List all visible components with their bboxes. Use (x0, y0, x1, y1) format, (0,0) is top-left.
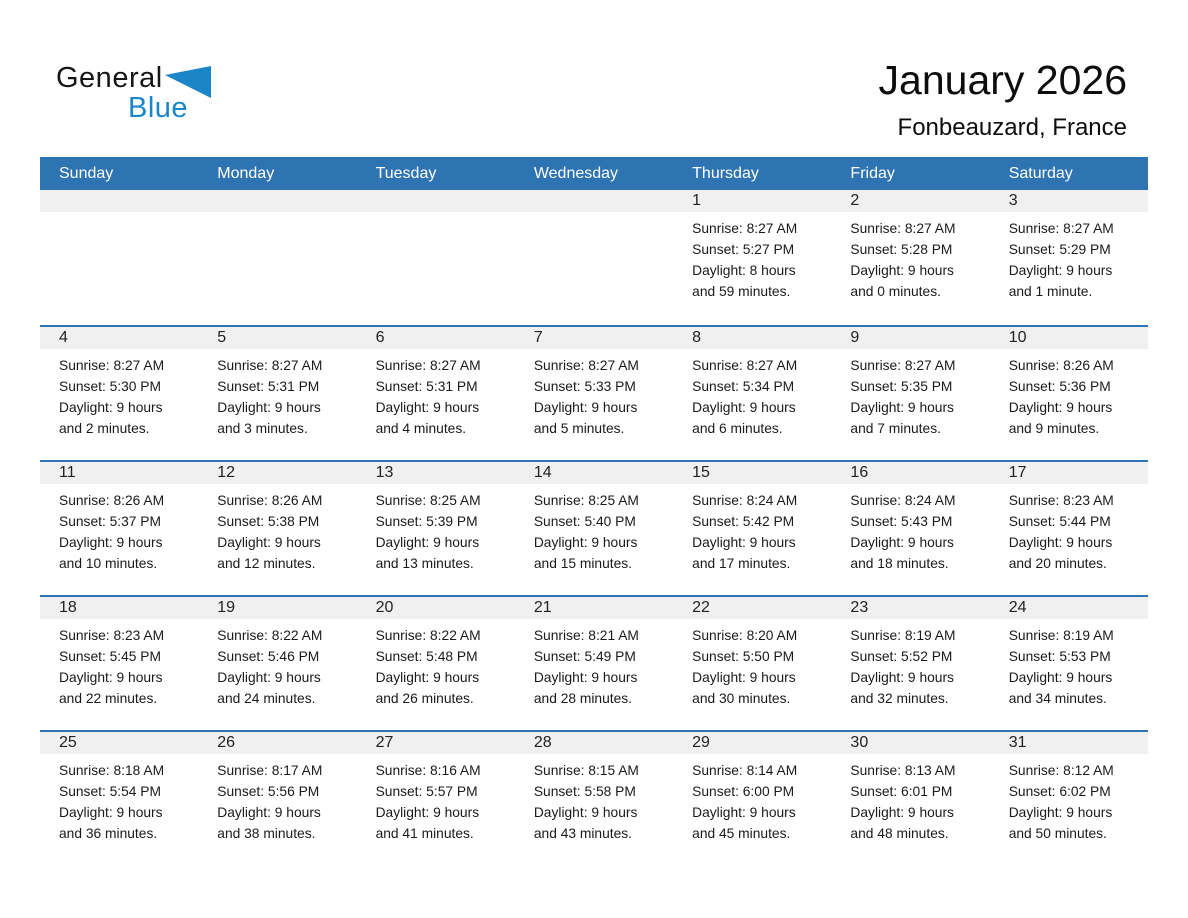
daylight-text-line1: Daylight: 8 hours (692, 263, 796, 278)
sunset-text: Sunset: 5:54 PM (59, 784, 162, 799)
day-details (990, 754, 1148, 844)
sunset-text: Sunset: 5:33 PM (533, 379, 636, 394)
day-number: 27 (357, 732, 515, 754)
day-number: 2 (831, 190, 989, 212)
sunrise-text: Sunrise: 8:27 AM (692, 358, 798, 373)
daylight-text-line1: Daylight: 9 hours (59, 535, 163, 550)
sunset-text: Sunset: 5:42 PM (692, 514, 795, 529)
sunset-text: Sunset: 5:38 PM (217, 514, 320, 529)
daylight-text-line1: Daylight: 9 hours (59, 805, 163, 820)
sunset-text: Sunset: 5:56 PM (217, 784, 320, 799)
sunset-text: Sunset: 5:46 PM (217, 649, 320, 664)
daylight-text-line2: and 24 minutes. (217, 691, 316, 706)
day-number: 5 (198, 327, 356, 349)
daylight-text-line2: and 17 minutes. (692, 556, 791, 571)
sunset-text: Sunset: 5:49 PM (533, 649, 636, 664)
day-details (673, 484, 831, 574)
day-details (831, 619, 989, 709)
sunrise-text: Sunrise: 8:23 AM (59, 628, 165, 643)
day-details (40, 484, 198, 574)
day-cell (990, 327, 1148, 460)
daylight-text-line2: and 26 minutes. (375, 691, 474, 706)
day-cell (40, 597, 198, 730)
sunrise-text: Sunrise: 8:27 AM (850, 358, 956, 373)
sunrise-text: Sunrise: 8:27 AM (217, 358, 323, 373)
day-cell (673, 327, 831, 460)
sunrise-text: Sunrise: 8:14 AM (692, 763, 798, 778)
daylight-text-line2: and 43 minutes. (533, 826, 633, 841)
day-cell (198, 327, 356, 460)
daylight-text-line2: and 18 minutes. (850, 556, 949, 571)
empty-day-cell (357, 190, 515, 325)
day-details (357, 484, 515, 574)
day-number: 29 (673, 732, 831, 754)
day-number (40, 190, 198, 212)
daylight-text-line1: Daylight: 9 hours (692, 670, 796, 685)
day-details (990, 349, 1148, 439)
sunset-text: Sunset: 5:53 PM (1008, 649, 1111, 664)
day-details (831, 212, 989, 302)
daylight-text-line1: Daylight: 9 hours (1008, 670, 1113, 685)
daylight-text-line1: Daylight: 9 hours (1008, 535, 1113, 550)
week-row (40, 460, 1148, 595)
day-number: 17 (990, 462, 1148, 484)
daylight-text-line1: Daylight: 9 hours (217, 670, 321, 685)
day-number: 14 (515, 462, 673, 484)
day-number: 9 (831, 327, 989, 349)
day-cell (198, 732, 356, 865)
day-cell (990, 597, 1148, 730)
daylight-text-line1: Daylight: 9 hours (533, 535, 638, 550)
location-subtitle: Fonbeauzard, France (897, 114, 1127, 142)
day-number: 8 (673, 327, 831, 349)
day-details (831, 754, 989, 844)
day-cell (40, 327, 198, 460)
calendar-table (40, 157, 1148, 865)
day-number: 10 (990, 327, 1148, 349)
sunrise-text: Sunrise: 8:16 AM (375, 763, 481, 778)
daylight-text-line1: Daylight: 9 hours (375, 805, 480, 820)
title-block (879, 57, 1127, 142)
daylight-text-line1: Daylight: 9 hours (375, 535, 480, 550)
daylight-text-line1: Daylight: 9 hours (59, 400, 163, 415)
sunset-text: Sunset: 5:34 PM (692, 379, 795, 394)
sunrise-text: Sunrise: 8:22 AM (375, 628, 481, 643)
day-number: 6 (357, 327, 515, 349)
sunrise-text: Sunrise: 8:17 AM (217, 763, 323, 778)
day-number: 22 (673, 597, 831, 619)
sunrise-text: Sunrise: 8:26 AM (59, 493, 165, 508)
daylight-text-line2: and 41 minutes. (375, 826, 474, 841)
daylight-text-line1: Daylight: 9 hours (375, 670, 480, 685)
sunrise-text: Sunrise: 8:27 AM (1008, 221, 1114, 236)
day-number: 25 (40, 732, 198, 754)
sunset-text: Sunset: 5:29 PM (1008, 242, 1111, 257)
sunset-text: Sunset: 6:00 PM (692, 784, 795, 799)
day-details (198, 349, 356, 439)
day-details (40, 619, 198, 709)
day-details (515, 754, 673, 844)
daylight-text-line2: and 10 minutes. (59, 556, 158, 571)
daylight-text-line2: and 59 minutes. (692, 284, 791, 299)
day-number: 1 (673, 190, 831, 212)
sunset-text: Sunset: 5:31 PM (375, 379, 478, 394)
day-number: 24 (990, 597, 1148, 619)
day-cell (990, 732, 1148, 865)
day-cell (673, 732, 831, 865)
sunset-text: Sunset: 5:57 PM (375, 784, 478, 799)
day-number (198, 190, 356, 212)
sunset-text: Sunset: 5:35 PM (850, 379, 953, 394)
week-row (40, 190, 1148, 325)
day-cell (673, 597, 831, 730)
sunset-text: Sunset: 5:43 PM (850, 514, 953, 529)
daylight-text-line2: and 45 minutes. (692, 826, 791, 841)
sunrise-text: Sunrise: 8:27 AM (375, 358, 481, 373)
day-details (515, 619, 673, 709)
day-number (515, 190, 673, 212)
calendar-grid (40, 190, 1148, 865)
day-details (673, 349, 831, 439)
sunset-text: Sunset: 5:36 PM (1008, 379, 1111, 394)
daylight-text-line1: Daylight: 9 hours (375, 400, 480, 415)
daylight-text-line1: Daylight: 9 hours (217, 805, 321, 820)
day-cell (357, 327, 515, 460)
daylight-text-line2: and 48 minutes. (850, 826, 949, 841)
daylight-text-line1: Daylight: 9 hours (217, 400, 321, 415)
general-blue-logo (56, 64, 256, 123)
sunrise-text: Sunrise: 8:27 AM (692, 221, 798, 236)
day-number: 28 (515, 732, 673, 754)
daylight-text-line1: Daylight: 9 hours (1008, 263, 1113, 278)
day-details (357, 754, 515, 844)
day-number: 23 (831, 597, 989, 619)
daylight-text-line1: Daylight: 9 hours (1008, 805, 1113, 820)
day-cell (357, 462, 515, 595)
page-title: January 2026 (878, 57, 1127, 103)
day-cell (515, 732, 673, 865)
empty-day-cell (198, 190, 356, 325)
day-cell (831, 732, 989, 865)
daylight-text-line1: Daylight: 9 hours (533, 670, 638, 685)
day-cell (831, 462, 989, 595)
daylight-text-line1: Daylight: 9 hours (692, 535, 796, 550)
daylight-text-line1: Daylight: 9 hours (59, 670, 163, 685)
day-details (357, 619, 515, 709)
sunrise-text: Sunrise: 8:25 AM (375, 493, 481, 508)
day-details (673, 212, 831, 302)
day-number: 16 (831, 462, 989, 484)
daylight-text-line2: and 5 minutes. (533, 421, 625, 436)
sunset-text: Sunset: 6:01 PM (850, 784, 953, 799)
sunrise-text: Sunrise: 8:15 AM (533, 763, 639, 778)
day-number: 31 (990, 732, 1148, 754)
daylight-text-line1: Daylight: 9 hours (850, 400, 954, 415)
day-cell (357, 597, 515, 730)
day-number: 12 (198, 462, 356, 484)
day-details (990, 212, 1148, 302)
day-details (198, 619, 356, 709)
day-details (357, 349, 515, 439)
daylight-text-line2: and 28 minutes. (533, 691, 633, 706)
weekday-header-row (40, 157, 1148, 190)
week-row (40, 730, 1148, 865)
sunrise-text: Sunrise: 8:22 AM (217, 628, 323, 643)
daylight-text-line1: Daylight: 9 hours (850, 670, 954, 685)
sunset-text: Sunset: 5:30 PM (59, 379, 162, 394)
daylight-text-line2: and 36 minutes. (59, 826, 158, 841)
sunset-text: Sunset: 6:02 PM (1008, 784, 1111, 799)
sunset-text: Sunset: 5:50 PM (692, 649, 795, 664)
day-cell (40, 462, 198, 595)
empty-day-cell (515, 190, 673, 325)
day-cell (831, 190, 989, 325)
day-cell (990, 190, 1148, 325)
day-details (198, 484, 356, 574)
day-number: 4 (40, 327, 198, 349)
daylight-text-line1: Daylight: 9 hours (850, 805, 954, 820)
day-cell (673, 190, 831, 325)
day-number: 3 (990, 190, 1148, 212)
sunrise-text: Sunrise: 8:27 AM (850, 221, 956, 236)
daylight-text-line1: Daylight: 9 hours (692, 805, 796, 820)
daylight-text-line2: and 1 minute. (1008, 284, 1093, 299)
daylight-text-line2: and 50 minutes. (1008, 826, 1107, 841)
sunset-text: Sunset: 5:40 PM (533, 514, 636, 529)
sunrise-text: Sunrise: 8:27 AM (533, 358, 639, 373)
daylight-text-line2: and 6 minutes. (692, 421, 783, 436)
sunrise-text: Sunrise: 8:23 AM (1008, 493, 1114, 508)
day-details (831, 349, 989, 439)
sunrise-text: Sunrise: 8:24 AM (850, 493, 956, 508)
day-details (515, 484, 673, 574)
sunset-text: Sunset: 5:37 PM (59, 514, 162, 529)
daylight-text-line1: Daylight: 9 hours (533, 400, 638, 415)
weekday-header-monday: Monday (217, 164, 275, 182)
daylight-text-line2: and 4 minutes. (375, 421, 467, 436)
day-number: 7 (515, 327, 673, 349)
day-cell (198, 597, 356, 730)
day-number: 18 (40, 597, 198, 619)
sunrise-text: Sunrise: 8:19 AM (1008, 628, 1114, 643)
day-number: 30 (831, 732, 989, 754)
day-cell (357, 732, 515, 865)
day-number: 13 (357, 462, 515, 484)
day-cell (515, 597, 673, 730)
daylight-text-line1: Daylight: 9 hours (850, 263, 954, 278)
sunrise-text: Sunrise: 8:26 AM (217, 493, 323, 508)
weekday-header-thursday: Thursday (692, 164, 759, 182)
day-cell (198, 462, 356, 595)
daylight-text-line2: and 30 minutes. (692, 691, 791, 706)
day-details (515, 349, 673, 439)
sunset-text: Sunset: 5:39 PM (375, 514, 478, 529)
sunset-text: Sunset: 5:45 PM (59, 649, 162, 664)
day-number (357, 190, 515, 212)
weekday-header-sunday: Sunday (59, 164, 114, 182)
day-number: 21 (515, 597, 673, 619)
week-row (40, 595, 1148, 730)
sunrise-text: Sunrise: 8:19 AM (850, 628, 956, 643)
daylight-text-line1: Daylight: 9 hours (533, 805, 638, 820)
sunset-text: Sunset: 5:48 PM (375, 649, 478, 664)
day-cell (515, 327, 673, 460)
sunset-text: Sunset: 5:28 PM (850, 242, 953, 257)
weekday-header-wednesday: Wednesday (533, 164, 619, 182)
daylight-text-line2: and 0 minutes. (850, 284, 941, 299)
day-details (40, 349, 198, 439)
daylight-text-line2: and 9 minutes. (1008, 421, 1100, 436)
sunset-text: Sunset: 5:58 PM (533, 784, 636, 799)
logo-text-blue: Blue (128, 92, 189, 124)
daylight-text-line2: and 2 minutes. (59, 421, 150, 436)
daylight-text-line2: and 13 minutes. (375, 556, 474, 571)
day-details (990, 619, 1148, 709)
day-number: 20 (357, 597, 515, 619)
day-details (673, 619, 831, 709)
daylight-text-line2: and 20 minutes. (1008, 556, 1107, 571)
day-details (990, 484, 1148, 574)
day-details (673, 754, 831, 844)
day-cell (673, 462, 831, 595)
sunset-text: Sunset: 5:27 PM (692, 242, 795, 257)
sunrise-text: Sunrise: 8:25 AM (533, 493, 639, 508)
daylight-text-line1: Daylight: 9 hours (692, 400, 796, 415)
daylight-text-line2: and 3 minutes. (217, 421, 308, 436)
day-details (40, 754, 198, 844)
sunset-text: Sunset: 5:52 PM (850, 649, 953, 664)
sunrise-text: Sunrise: 8:20 AM (692, 628, 798, 643)
day-details (831, 484, 989, 574)
sunrise-text: Sunrise: 8:21 AM (533, 628, 639, 643)
day-details (198, 754, 356, 844)
daylight-text-line2: and 12 minutes. (217, 556, 316, 571)
daylight-text-line2: and 38 minutes. (217, 826, 316, 841)
daylight-text-line2: and 15 minutes. (533, 556, 633, 571)
sunrise-text: Sunrise: 8:26 AM (1008, 358, 1114, 373)
weekday-header-friday: Friday (850, 164, 895, 182)
week-row (40, 325, 1148, 460)
sunrise-text: Sunrise: 8:18 AM (59, 763, 165, 778)
sunrise-text: Sunrise: 8:12 AM (1008, 763, 1114, 778)
sunset-text: Sunset: 5:44 PM (1008, 514, 1111, 529)
day-cell (40, 732, 198, 865)
sunrise-text: Sunrise: 8:24 AM (692, 493, 798, 508)
daylight-text-line2: and 22 minutes. (59, 691, 158, 706)
logo-text-general: General (56, 62, 163, 94)
day-cell (831, 597, 989, 730)
day-cell (515, 462, 673, 595)
day-cell (831, 327, 989, 460)
daylight-text-line1: Daylight: 9 hours (1008, 400, 1113, 415)
empty-day-cell (40, 190, 198, 325)
day-number: 15 (673, 462, 831, 484)
sunset-text: Sunset: 5:31 PM (217, 379, 320, 394)
daylight-text-line2: and 32 minutes. (850, 691, 949, 706)
day-cell (990, 462, 1148, 595)
daylight-text-line2: and 7 minutes. (850, 421, 941, 436)
daylight-text-line1: Daylight: 9 hours (217, 535, 321, 550)
day-number: 11 (40, 462, 198, 484)
day-number: 19 (198, 597, 356, 619)
day-number: 26 (198, 732, 356, 754)
weekday-header-tuesday: Tuesday (375, 164, 437, 182)
weekday-header-saturday: Saturday (1008, 164, 1073, 182)
sunrise-text: Sunrise: 8:13 AM (850, 763, 956, 778)
sunrise-text: Sunrise: 8:27 AM (59, 358, 165, 373)
daylight-text-line2: and 34 minutes. (1008, 691, 1107, 706)
daylight-text-line1: Daylight: 9 hours (850, 535, 954, 550)
